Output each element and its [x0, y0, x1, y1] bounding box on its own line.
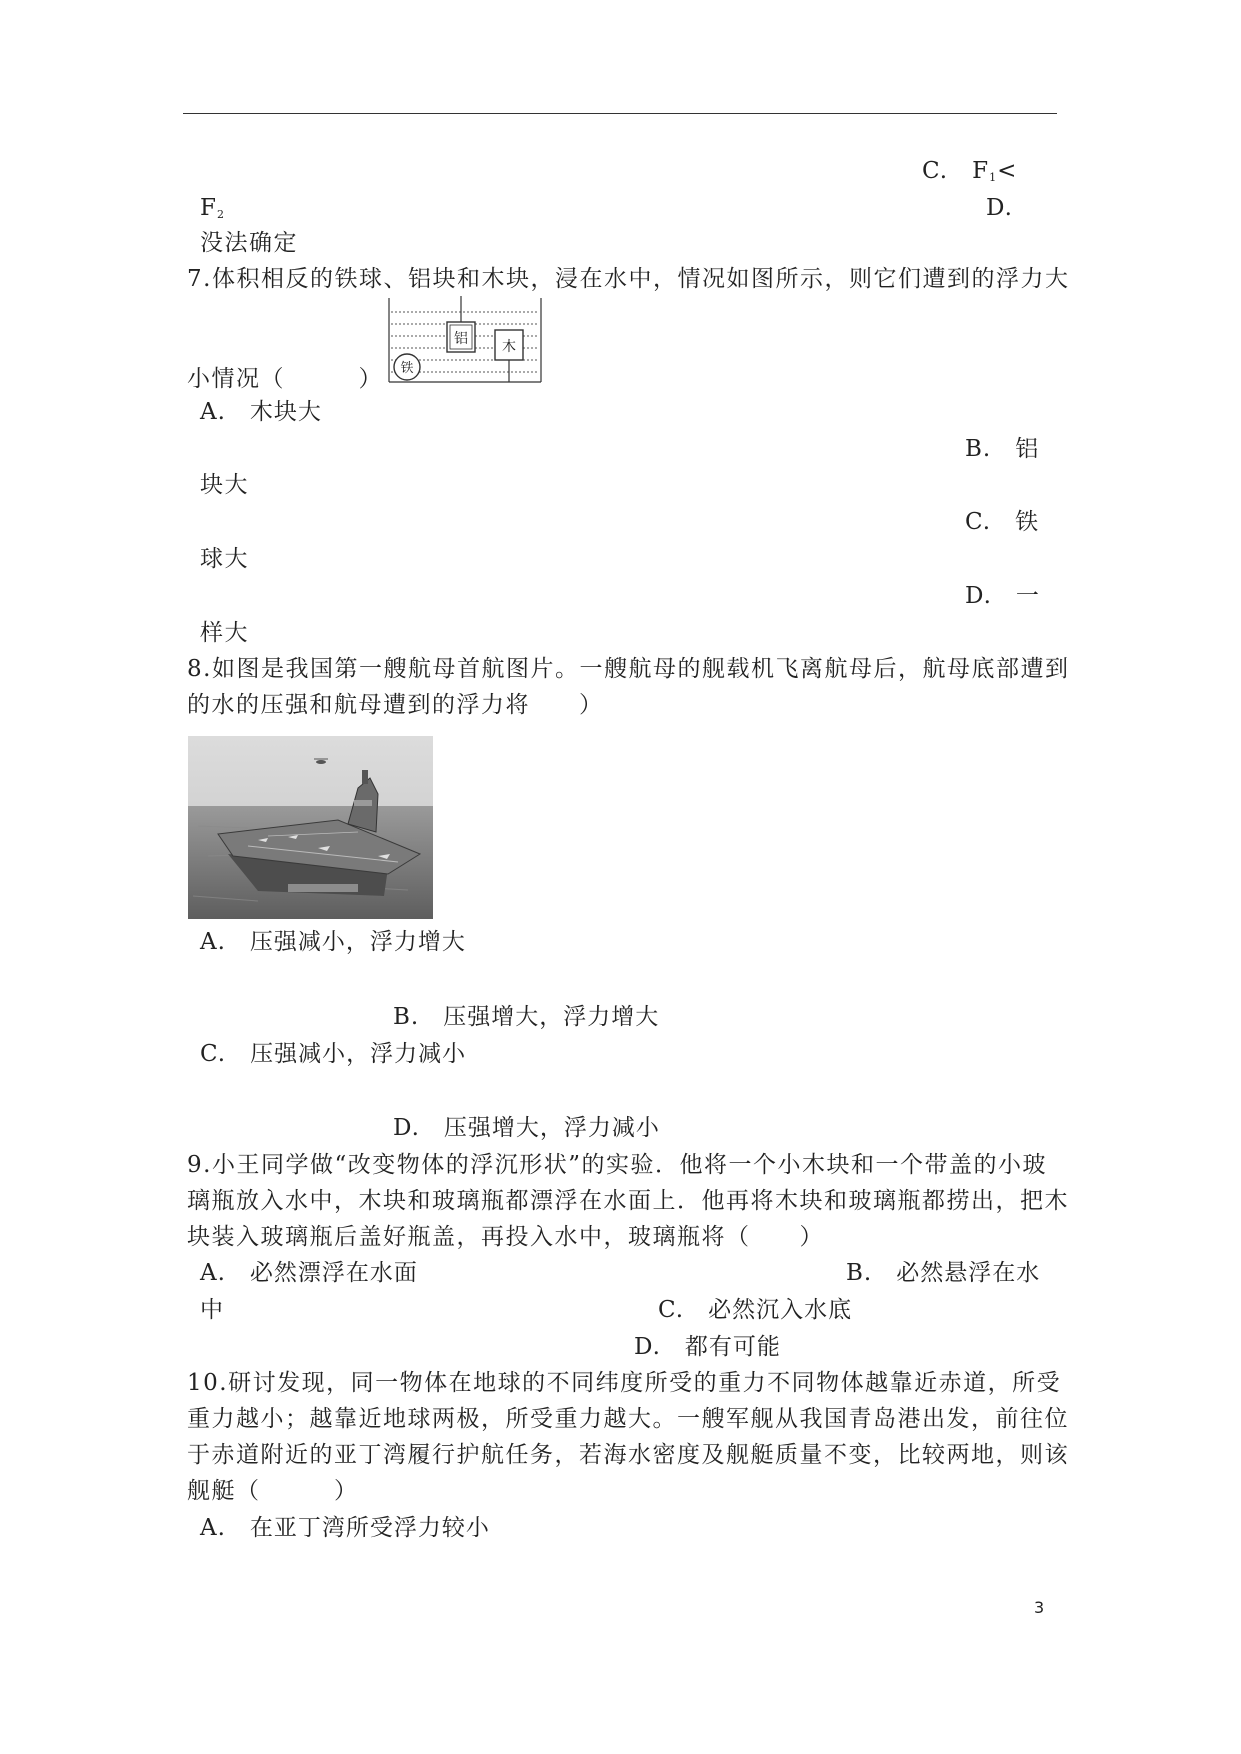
q8-stem-line2: 的水的压强和航母遭到的浮力将 ） [187, 692, 604, 718]
q9-option-b: B. 必然悬浮在水 [846, 1260, 1041, 1286]
q9-option-d: D. 都有可能 [634, 1334, 781, 1360]
q9-option-c: C. 必然沉入水底 [658, 1297, 853, 1323]
q7-option-d: D. 一 [965, 583, 1040, 609]
q8-option-a: A. 压强减小，浮力增大 [200, 929, 466, 955]
q7-option-b-wrap: 块大 [200, 472, 249, 498]
page-number: 3 [1034, 1598, 1045, 1617]
q7-stem-line2: 小情况（ ） [187, 366, 383, 392]
q10-option-a: A. 在亚丁湾所受浮力较小 [200, 1515, 490, 1541]
q7-option-b: B. 铝 [965, 436, 1040, 462]
header-rule [183, 113, 1057, 114]
q9-option-a: A. 必然漂浮在水面 [200, 1260, 418, 1286]
q9-stem-line1: 9.小王同学做“改变物体的浮沉形状”的实验．他将一个小木块和一个带盖的小玻 [187, 1152, 1047, 1178]
q7-option-c-wrap: 球大 [200, 546, 249, 572]
q8-option-c: C. 压强减小，浮力减小 [200, 1041, 467, 1067]
q8-option-b: B. 压强增大，浮力增大 [393, 1004, 660, 1030]
q9-stem-line2: 璃瓶放入水中，木块和玻璃瓶都漂浮在水面上．他再将木块和玻璃瓶都捞出，把木 [187, 1188, 1069, 1214]
q6-option-d: D. [986, 195, 1013, 221]
q7-buoyancy-figure [385, 296, 545, 384]
q9-stem-line3: 块装入玻璃瓶后盖好瓶盖，再投入水中，玻璃瓶将（ ） [187, 1224, 824, 1250]
q9-option-b-wrap: 中 [200, 1297, 225, 1323]
q10-stem-line3: 于赤道附近的亚丁湾履行护航任务，若海水密度及舰艇质量不变，比较两地，则该 [187, 1442, 1069, 1468]
wood-label: 木 [502, 339, 516, 355]
q10-stem-line1: 10.研讨发现，同一物体在地球的不同纬度所受的重力不同物体越靠近赤道，所受 [187, 1370, 1062, 1396]
q8-stem-line1: 8.如图是我国第一艘航母首航图片。一艘航母的舰载机飞离航母后，航母底部遭到 [187, 656, 1070, 682]
aluminum-label: 铝 [454, 331, 468, 347]
q6-option-c-wrap: $F_2$ [200, 195, 225, 221]
q7-option-d-wrap: 样大 [200, 620, 249, 646]
q8-option-d: D. 压强增大，浮力减小 [393, 1115, 660, 1141]
aircraft-carrier-photo [188, 736, 433, 919]
q7-stem-line1: 7.体积相反的铁球、铝块和木块，浸在水中，情况如图所示，则它们遭到的浮力大 [187, 266, 1070, 292]
q7-option-c: C. 铁 [965, 509, 1040, 535]
iron-label: 铁 [400, 361, 414, 376]
q10-stem-line4: 舰艇（ ） [187, 1478, 359, 1504]
q7-option-a: A. 木块大 [200, 399, 322, 425]
q6-option-c: C. $F_1<$ [922, 158, 1018, 184]
q6-option-d-text: 没法确定 [200, 230, 298, 256]
q10-stem-line2: 重力越小；越靠近地球两极，所受重力越大。一艘军舰从我国青岛港出发，前往位 [187, 1406, 1069, 1432]
